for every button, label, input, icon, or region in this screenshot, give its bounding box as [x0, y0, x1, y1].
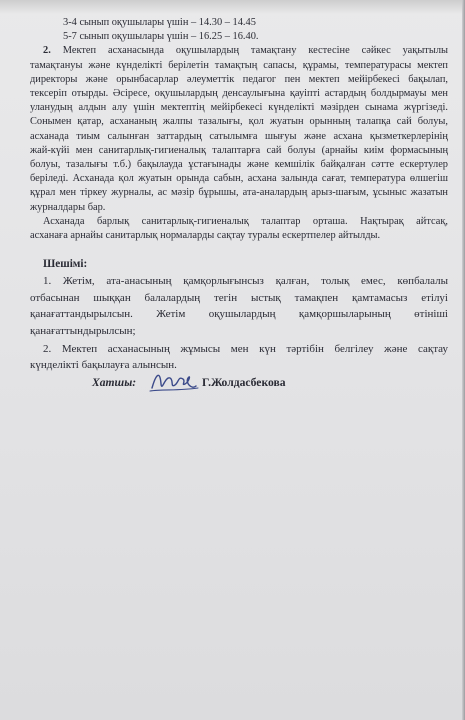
paragraph2-line: жай-күйі мен санитарлық-гигиеналық талаптарға сай болуы (арнайы киім формасының — [30, 144, 448, 156]
paragraph2-line: асханада тиым салынған заттардың сатылымға шығуы және асхана қызметкерлерінің — [30, 130, 448, 142]
paragraph2-text: Мектеп асханасында оқушылардың тамақтану кестесіне сәйкес уақытылы — [50, 45, 448, 57]
decision1-line: қанағаттындырылсын; — [30, 324, 136, 337]
schedule-line: 5-7 сынып оқушылары үшін – 16.25 – 16.40. — [63, 31, 259, 43]
page-shadow — [0, 0, 465, 14]
paragraph2-line: уланудың алдын алу үшін мектептің мейірбекесі күнделікті мәзірден сынама жүргізеді. — [30, 102, 448, 114]
paragraph2-line: болуы, тазалығы т.б.) бақылауда ұстағынады және кемшілік байқалған сәтте ескертулер — [30, 159, 448, 171]
decision1-line: отбасынан шыққан балалардың тегін ыстық тамақпен қамтамасыз етілуі — [30, 291, 448, 304]
paragraph2-line: Сонымен қатар, асхананың жалпы тазалығы, қол жуатын орынның талапқа сай болуы, — [30, 116, 448, 128]
decision1-line: 1. Жетім, ата-анасының қамқорлығынсыз қалған, толық емес, көпбалалы — [43, 275, 448, 288]
schedule-line: 3-4 сынып оқушылары үшін – 14.30 – 14.45 — [63, 17, 256, 28]
decision2-line: күнделікті бақылауға алынсын. — [30, 359, 177, 372]
decision1-line: қанағаттандырылсын. Жетім оқушылардың қамқоршыларының өтініші — [30, 308, 448, 321]
paragraph3-line: асханаға арнайы санитарлық нормаларды сақтау туралы ескертпелер айтылды. — [30, 230, 381, 242]
signature-block — [30, 370, 448, 400]
item-number: 2. — [43, 45, 51, 57]
document-body — [30, 16, 448, 374]
handwritten-signature — [148, 364, 200, 398]
paragraph2-line: тексеріп отырды. Әсіресе, оқушылардың денсаулығына қауіпті астардың болдырмауы мен — [30, 88, 448, 100]
paragraph3-line: Асханада барлық санитарлық-гигиеналық талаптар орташа. Нақтырақ айтсақ, — [43, 215, 448, 227]
paragraph2-line: директоры және орынбасарлар әлеуметтік педагог пен мектеп мейірбекесі бақылап, — [30, 73, 448, 85]
decision-heading: Шешімі: — [43, 258, 88, 271]
paragraph2-line: беріледі. Асханада қол жуатын орында сабын, асхана залында сағат, температура өлшегіш — [30, 173, 448, 185]
secretary-name: Г.Жолдасбекова — [202, 376, 286, 389]
paragraph2-line: тамақтануы және күнделікті берілетін тамақтың сапасы, құрамы, температурасы мектеп — [30, 59, 448, 71]
paragraph2-line — [30, 44, 448, 58]
secretary-label: Хатшы: — [92, 376, 137, 389]
paragraph2-line: журналдары бар. — [30, 201, 106, 213]
paragraph2-line: құрал мен тіркеу журналы, ас мәзір бұрышы, ата-аналардың арыз-шағым, ұсыныс жазатын — [30, 187, 448, 199]
decision2-line: 2. Мектеп асханасының жұмысы мен күн тәртібін белгілеу және сақтау — [43, 343, 448, 356]
